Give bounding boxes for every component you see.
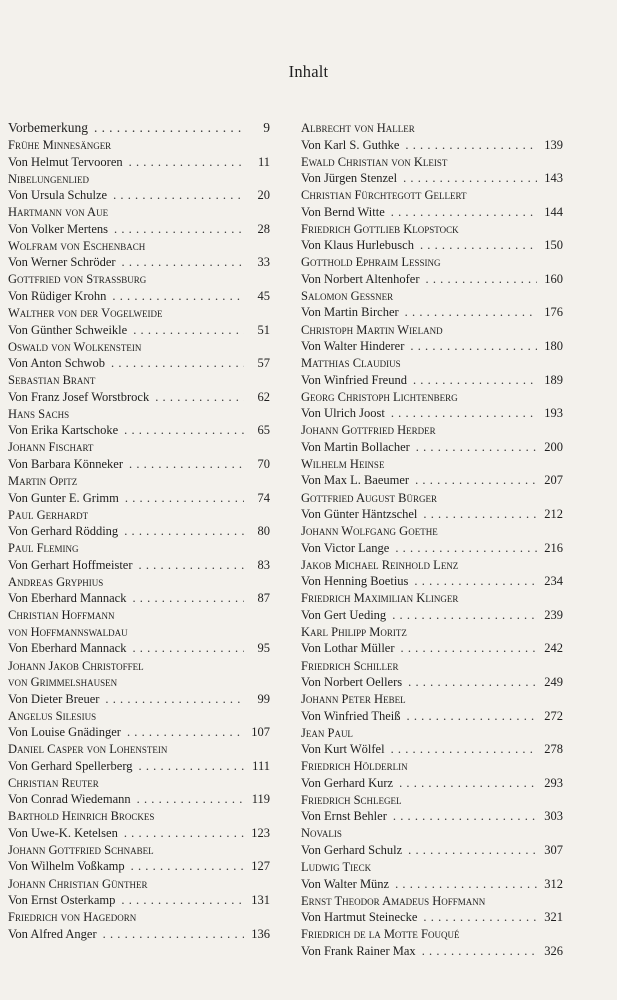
poet-name: Ludwig Tieck — [301, 860, 372, 875]
poet-name: Johann Peter Hebel — [301, 692, 406, 707]
poet-name: Jakob Michael Reinhold Lenz — [301, 557, 459, 572]
page-number: 143 — [544, 171, 563, 186]
entry-author: Von Erika Kartschoke — [8, 423, 119, 438]
toc-entry[interactable] — [8, 507, 270, 540]
leader-dots — [88, 120, 244, 137]
leader-dots — [105, 355, 244, 372]
page-number: 80 — [257, 524, 270, 539]
poet-name: Christian Fürchtegott Gellert — [301, 188, 467, 203]
poet-name: Albrecht von Haller — [301, 121, 415, 135]
page-number: 272 — [544, 708, 563, 723]
leader-dots — [404, 338, 537, 355]
leader-dots — [118, 422, 244, 439]
toc-entry[interactable] — [301, 859, 563, 892]
page-number: 189 — [544, 372, 563, 387]
entry-author: Von Gerhard Kurz — [301, 775, 394, 790]
entry-author: Von Dieter Breuer — [8, 691, 100, 706]
toc-entry[interactable] — [301, 624, 563, 657]
leader-dots — [123, 456, 244, 473]
leader-dots — [389, 540, 537, 557]
toc-entry[interactable] — [8, 842, 270, 875]
poet-name: Walther von der Vogelweide — [8, 306, 163, 321]
poet-name: Daniel Casper von Lohenstein — [8, 742, 168, 757]
entry-author: Von Ulrich Joost — [301, 406, 385, 421]
poet-name: Ewald Christian von Kleist — [301, 154, 448, 169]
toc-entry[interactable] — [8, 305, 270, 338]
entry-author: Von Ernst Osterkamp — [8, 893, 116, 908]
poet-name: Oswald von Wolkenstein — [8, 339, 142, 354]
entry-author: Von Victor Lange — [301, 540, 390, 555]
entry-author: Von Walter Münz — [301, 876, 390, 891]
entry-author: Von Ursula Schulze — [8, 188, 108, 203]
poet-name: Jean Paul — [301, 725, 353, 740]
entry-author: Von Gunter E. Grimm — [8, 490, 119, 505]
toc-entry[interactable] — [8, 439, 270, 472]
toc-entry[interactable] — [8, 137, 270, 170]
poet-name: Christian Reuter — [8, 775, 99, 790]
page-number: 242 — [544, 641, 563, 656]
toc-entry[interactable] — [8, 406, 270, 439]
poet-name: Johann Gottfried Herder — [301, 423, 436, 438]
page-number: 65 — [257, 423, 270, 438]
entry-author: Von Eberhard Mannack — [8, 591, 127, 606]
leader-dots — [106, 288, 244, 305]
toc-entry[interactable] — [301, 355, 563, 388]
toc-entry[interactable] — [301, 322, 563, 355]
toc-entry[interactable] — [301, 893, 563, 926]
toc-entry[interactable] — [8, 708, 270, 741]
leader-dots — [393, 775, 537, 792]
page-number: 160 — [544, 271, 563, 286]
page-number: 293 — [544, 775, 563, 790]
poet-name: Ernst Theodor Amadeus Hoffmann — [301, 893, 486, 908]
leader-dots — [386, 607, 537, 624]
page-number: 200 — [544, 439, 563, 454]
poet-name-continued: von Grimmelshausen — [8, 675, 118, 689]
entry-author: Von Martin Bollacher — [301, 439, 410, 454]
poet-name: Friedrich Schiller — [301, 658, 399, 673]
toc-entry[interactable] — [301, 523, 563, 556]
page-number: 51 — [257, 322, 270, 337]
entry-author: Von Louise Gnädinger — [8, 725, 121, 740]
entry-author: Von Karl S. Guthke — [301, 137, 400, 152]
entry-author: Von Franz Josef Worstbrock — [8, 389, 150, 404]
toc-entry[interactable] — [301, 389, 563, 422]
entry-author: Von Anton Schwob — [8, 356, 106, 371]
toc-entry[interactable] — [301, 926, 563, 959]
poet-name: Friedrich de la Motte Fouqué — [301, 927, 460, 942]
toc-entry[interactable] — [301, 254, 563, 287]
page-number: 99 — [257, 691, 270, 706]
page-number: 136 — [251, 926, 270, 941]
leader-dots — [125, 858, 244, 875]
poet-name: Andreas Gryphius — [8, 574, 104, 589]
toc-entry[interactable] — [8, 775, 270, 808]
poet-name: Friedrich Gottlieb Klopstock — [301, 221, 459, 236]
leader-dots — [116, 254, 244, 271]
page-number: 20 — [257, 188, 270, 203]
poet-name: Friedrich von Hagedorn — [8, 910, 137, 925]
page-number: 303 — [544, 809, 563, 824]
toc-entry[interactable] — [301, 557, 563, 590]
poet-name: Johann Wolfgang Goethe — [301, 524, 438, 539]
page-number: 239 — [544, 607, 563, 622]
page-number: 139 — [544, 137, 563, 152]
entry-author: Von Uwe-K. Ketelsen — [8, 825, 118, 840]
page-number: 193 — [544, 406, 563, 421]
entry-author: Von Henning Boetius — [301, 574, 409, 589]
page-number: 87 — [257, 591, 270, 606]
entry-author: Von Klaus Hurlebusch — [301, 238, 414, 253]
page-number: 180 — [544, 339, 563, 354]
leader-dots — [402, 674, 537, 691]
entry-author: Von Gerhart Hoffmeister — [8, 557, 133, 572]
entry-author: Von Günter Häntzschel — [301, 507, 418, 522]
toc-entry[interactable] — [8, 658, 270, 708]
leader-dots — [99, 691, 244, 708]
page-number: 234 — [544, 574, 563, 589]
poet-name: Frühe Minnesänger — [8, 138, 112, 153]
leader-dots — [416, 943, 537, 960]
toc-entry[interactable] — [8, 238, 270, 271]
leader-dots — [414, 237, 537, 254]
toc-entry[interactable] — [8, 876, 270, 909]
leader-dots — [133, 557, 244, 574]
leader-dots — [401, 708, 538, 725]
page-number: 216 — [544, 540, 563, 555]
entry-author: Von Jürgen Stenzel — [301, 171, 398, 186]
poet-name: Karl Philipp Moritz — [301, 624, 407, 639]
entry-author: Von Eberhard Mannack — [8, 641, 127, 656]
entry-author: Von Gerhard Schulz — [301, 842, 403, 857]
poet-name: Angelus Silesius — [8, 708, 97, 723]
poet-name: Paul Fleming — [8, 541, 79, 556]
leader-dots — [385, 741, 537, 758]
poet-name: Georg Christoph Lichtenberg — [301, 389, 458, 404]
page-number: 307 — [544, 842, 563, 857]
entry-author: Von Alfred Anger — [8, 926, 97, 941]
page-number: 119 — [251, 792, 270, 807]
poet-name: Hans Sachs — [8, 406, 70, 421]
page-number: 9 — [263, 120, 270, 135]
poet-name: Johann Gottfried Schnabel — [8, 842, 154, 857]
leader-dots — [417, 909, 537, 926]
poet-name-continued: von Hoffmannswaldau — [8, 624, 128, 639]
entry-author: Von Lothar Müller — [301, 641, 395, 656]
leader-dots — [149, 389, 244, 406]
toc-entry[interactable] — [8, 372, 270, 405]
page-number: 74 — [257, 490, 270, 505]
poet-name: Gottfried von Strassburg — [8, 272, 147, 287]
poet-name: Hartmann von Aue — [8, 205, 109, 220]
leader-dots — [409, 472, 537, 489]
leader-dots — [107, 187, 244, 204]
entry-author: Von Norbert Oellers — [301, 675, 403, 689]
page-number: 150 — [544, 238, 563, 253]
leader-dots — [97, 926, 244, 943]
leader-dots — [118, 825, 244, 842]
leader-dots — [133, 758, 244, 775]
leader-dots — [108, 221, 244, 238]
toc-entry[interactable] — [8, 574, 270, 607]
toc-entry[interactable] — [301, 120, 563, 153]
page-number: 212 — [544, 507, 563, 522]
page-number: 123 — [251, 825, 270, 840]
toc-entry[interactable] — [301, 154, 563, 187]
entry-author: Von Gerhard Spellerberg — [8, 758, 133, 773]
toc-entry[interactable] — [8, 473, 270, 506]
leader-dots — [127, 322, 244, 339]
page-number: 57 — [257, 356, 270, 371]
page-number: 278 — [544, 742, 563, 757]
poet-name: Christoph Martin Wieland — [301, 322, 443, 337]
leader-dots — [126, 590, 244, 607]
leader-dots — [387, 808, 537, 825]
page-number: 176 — [544, 305, 563, 320]
page-number: 107 — [251, 725, 270, 740]
leader-dots — [118, 523, 244, 540]
page-number: 326 — [544, 943, 563, 958]
poet-name: Friedrich Maximilian Klinger — [301, 591, 459, 606]
toc-entry[interactable] — [301, 691, 563, 724]
entry-author: Von Norbert Altenhofer — [301, 271, 420, 286]
poet-name: Nibelungenlied — [8, 171, 90, 186]
entry-author: Von Hartmut Steinecke — [301, 910, 418, 925]
entry-author: Von Volker Mertens — [8, 221, 108, 236]
toc-column-right — [301, 120, 563, 960]
page-number: 45 — [257, 288, 270, 303]
leader-dots — [385, 204, 537, 221]
toc-entry[interactable] — [8, 540, 270, 573]
leader-dots — [417, 506, 537, 523]
toc-entry[interactable] — [8, 607, 270, 657]
poet-name: Wolfram von Eschenbach — [8, 238, 146, 253]
toc-entry[interactable] — [8, 271, 270, 304]
toc-entry[interactable] — [301, 221, 563, 254]
entry-author: Von Ernst Behler — [301, 809, 387, 824]
poet-name: Johann Christian Günther — [8, 876, 148, 891]
page-number: 28 — [257, 221, 270, 236]
page-number: 312 — [544, 876, 563, 891]
toc-entry[interactable] — [301, 490, 563, 523]
poet-name: Johann Jakob Christoffel — [8, 658, 144, 673]
page-number: 33 — [257, 255, 270, 270]
toc-entry[interactable] — [8, 171, 270, 204]
page-number: 144 — [544, 204, 563, 219]
poet-name: Wilhelm Heinse — [301, 456, 385, 471]
poet-name: Salomon Gessner — [301, 288, 394, 303]
entry-author: Von Frank Rainer Max — [301, 943, 416, 958]
page-number: 207 — [544, 473, 563, 488]
page-number: 70 — [257, 456, 270, 471]
leader-dots — [131, 791, 244, 808]
entry-author: Von Winfried Theiß — [301, 708, 401, 723]
entry-author: Von Gerhard Rödding — [8, 524, 119, 539]
toc-entry[interactable] — [301, 792, 563, 825]
poet-name: Friedrich Hölderlin — [301, 759, 408, 774]
poet-name: Paul Gerhardt — [8, 507, 89, 522]
poet-name: Friedrich Schlegel — [301, 792, 402, 807]
toc-entry[interactable] — [301, 590, 563, 623]
leader-dots — [402, 842, 537, 859]
leader-dots — [121, 724, 244, 741]
poet-name: Johann Fischart — [8, 440, 94, 455]
page-number: 111 — [252, 758, 270, 773]
entry-author: Von Gert Ueding — [301, 607, 387, 622]
poet-name: Sebastian Brant — [8, 373, 96, 388]
toc-entry[interactable] — [301, 825, 563, 858]
leader-dots — [389, 876, 537, 893]
page-title: Inhalt — [288, 62, 329, 81]
leader-dots — [123, 154, 244, 171]
page-number: 127 — [251, 859, 270, 874]
entry-author: Von Martin Bircher — [301, 305, 399, 320]
toc-column-left — [8, 120, 270, 943]
leader-dots — [385, 405, 537, 422]
entry-author: Von Conrad Wiedemann — [8, 792, 131, 807]
entry-author: Von Wilhelm Voßkamp — [8, 859, 125, 874]
leader-dots — [126, 640, 244, 657]
leader-dots — [399, 304, 537, 321]
poet-name: Christian Hoffmann — [8, 608, 115, 623]
toc-entry[interactable] — [8, 909, 270, 942]
toc-entry[interactable] — [8, 120, 270, 137]
toc-entry[interactable] — [8, 741, 270, 774]
leader-dots — [395, 640, 537, 657]
poet-name: Gottfried August Bürger — [301, 490, 437, 505]
toc-entry[interactable] — [8, 808, 270, 841]
entry-author: Von Werner Schröder — [8, 255, 116, 270]
page-number: 131 — [251, 893, 270, 908]
entry-author: Von Günther Schweikle — [8, 322, 128, 337]
page-number: 321 — [544, 910, 563, 925]
entry-author: Von Walter Hinderer — [301, 339, 405, 354]
poet-name: Novalis — [301, 826, 342, 841]
entry-author: Von Max L. Baeumer — [301, 473, 410, 488]
toc-entry[interactable] — [301, 288, 563, 321]
leader-dots — [420, 271, 538, 288]
page-number: 95 — [257, 641, 270, 656]
toc-entry[interactable] — [301, 422, 563, 455]
page-number: 83 — [257, 557, 270, 572]
poet-name: Matthias Claudius — [301, 356, 401, 371]
leader-dots — [407, 372, 537, 389]
entry-author: Von Rüdiger Krohn — [8, 288, 107, 303]
leader-dots — [408, 573, 537, 590]
toc-entry[interactable] — [8, 204, 270, 237]
poet-name: Barthold Heinrich Brockes — [8, 809, 155, 824]
page-number: 62 — [257, 389, 270, 404]
leader-dots — [410, 439, 537, 456]
toc-entry[interactable] — [301, 187, 563, 220]
toc-entry[interactable] — [301, 725, 563, 758]
entry-author: Von Barbara Könneker — [8, 456, 124, 471]
leader-dots — [397, 170, 537, 187]
leader-dots — [115, 892, 244, 909]
poet-name: Martin Opitz — [8, 474, 78, 489]
toc-entry[interactable] — [301, 456, 563, 489]
poet-name: Gotthold Ephraim Lessing — [301, 255, 441, 270]
leader-dots — [399, 137, 537, 154]
toc-entry[interactable] — [301, 658, 563, 691]
entry-author: Von Kurt Wölfel — [301, 742, 385, 757]
page-number: 11 — [257, 154, 270, 169]
toc-entry[interactable] — [301, 758, 563, 791]
entry-author: Von Winfried Freund — [301, 372, 407, 387]
entry-author: Von Bernd Witte — [301, 204, 385, 219]
page-number: 249 — [544, 675, 563, 689]
entry-author: Von Helmut Tervooren — [8, 154, 123, 169]
leader-dots — [119, 490, 244, 507]
toc-entry[interactable] — [8, 339, 270, 372]
entry-title: Vorbemerkung — [8, 120, 88, 135]
